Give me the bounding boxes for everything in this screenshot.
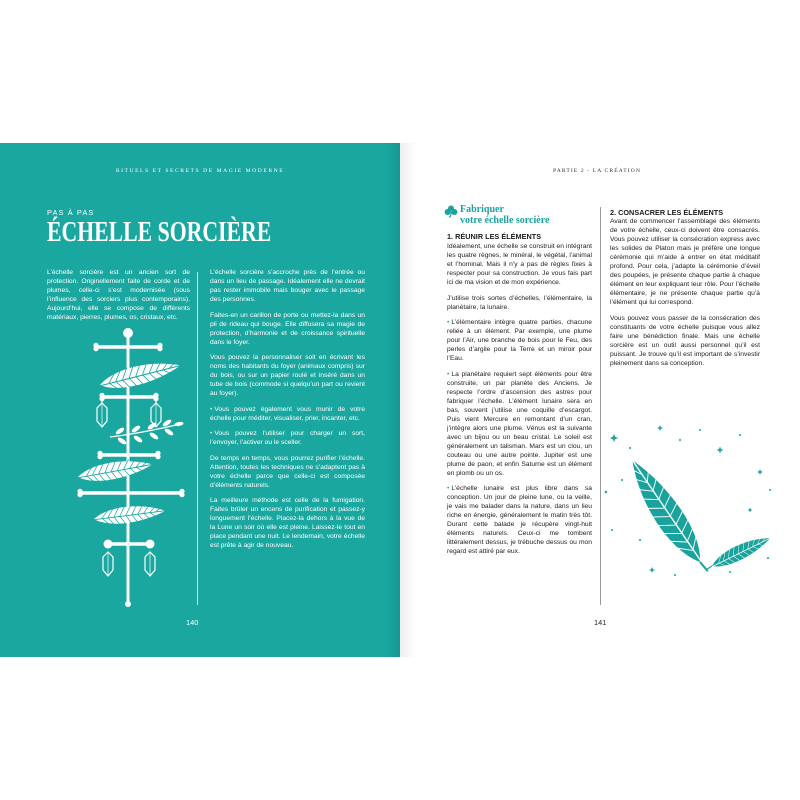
section-title-line: votre échelle sorcière [460,215,550,226]
page-number: 140 [186,618,199,627]
leaf-branch-icon [110,418,184,445]
step2-column [610,217,760,374]
feather-icon [702,531,774,576]
feather-icon [86,502,166,529]
body-paragraph: La meilleure méthode est celle de la fumigation. Faites brûler un encens de purification et passez-y longuement l’échelle. Placez-la dehors à la vue de la Lune un soir où elle est pleine. Laissez-le tout en place pendant une nuit. Le lendemain, votre échelle est prête à agir de nouveau. [210,497,365,549]
body-paragraph: J’utilise trois sortes d’échelles, l’élémentaire, la planétaire, la lunaire. [447,294,592,311]
fleuron-icon [444,205,458,218]
page-title: ÉCHELLE SORCIÈRE [47,216,272,248]
bullet-paragraph: • Vous pouvez également vous munir de votre échelle pour méditer, visualiser, prier, incanter, etc. [210,405,365,423]
running-head: PARTIE 2 - LA CRÉATION [553,168,641,174]
step-heading: 1. RÉUNIR LES ÉLÉMENTS [447,232,542,241]
crystal-icon [145,552,155,576]
crystal-icon [103,552,113,576]
bullet-paragraph: • L’élémentaire intègre quatre parties, chacune reliée à un élément. Par exemple, une plume pour l’Air, une branche de bois pour le Feu, des perles d’argile pour la Terre et un miroir pour l’Eau. [447,318,592,363]
page-number: 141 [594,618,607,627]
running-head: RITUELS ET SECRETS DE MAGIE MODERNE [115,168,285,174]
crystal-icon [97,400,107,427]
body-paragraph: Avant de commencer l’assemblage des éléments de votre échelle, ceux-ci doivent être consacrés. Vous pouvez utiliser la consécration express avec les solides de Platon mais je préfère une longue cérémonie qui m’aide à entrer en état méditatif profond. Pour cela, j’adapte la cérémonie d’éveil des poupées, je présente chaque partie à chaque élément en leur expliquant leur rôle. Pour l’échelle élémentaire, je ne présente chaque partie qu’à l’élément qui lui correspond. [610,218,760,306]
step-heading: 2. CONSACRER LES ÉLÉMENTS [610,208,724,217]
body-paragraph: L’échelle sorcière s’accroche près de l’entrée ou dans un lieu de passage. Idéalement elle ne devrait pas rester immobile mais bouger avec le passage des personnes. [210,269,365,303]
body-paragraph: Faites-en un carillon de porte ou mettez-la dans un pli de rideau qui bouge. Elle diffusera sa magie de protection, d’harmonie et de croissance spirituelle dans le foyer. [210,311,365,346]
feather-icon [89,355,183,396]
kicker: PAS À PAS [47,208,95,217]
bead-icon [125,601,131,607]
bullet-paragraph: • L’échelle lunaire est plus libre dans sa conception. Un jour de pleine lune, ou la veille, je vais me balader dans la nature, dans un lieu riche en énergie, généralement le matin très tôt. Durant cette balade je récupère vingt-huit éléments naturels. Ceux-ci me tombent littéralement dessus, je trébuche dessus ou mon regard est attiré par eux. [447,484,592,556]
body-column [210,268,365,557]
feather-icon [70,455,154,487]
step1-column [447,242,592,563]
feathers-illustration [600,420,780,580]
bone-icon [77,489,184,498]
feather-icon [619,450,719,580]
intro-column [47,268,190,329]
left-page [0,143,400,657]
bead-icon [123,328,133,338]
body-paragraph: Vous pouvez la personnaliser soit en écrivant les noms des habitants du foyer (animaux compris) sur du bois, ou sur un papier roulé et inséré dans un tube de bois (commode si quelqu’un part ou revient au foyer). [210,354,365,397]
section-title-line: Fabriquer [460,204,504,215]
witch-ladder-illustration [70,325,200,610]
section-title [460,204,549,226]
bullet-paragraph: • La planétaire requiert sept éléments pour être construite, un par planète des Anciens. Je respecte l’ordre d’ascension des astres pour fabriquer l’échelle. L’élément lunaire sera en bas, souvent j’utilise une coquille d’escargot. Puis vient Mercure en remontant d’un cran, j’intègre alors une plume. Vénus est la suivante avec un bijou ou un beau cristal. Le soleil est généralement un talisman. Mars est un clou, un couteau ou une autre pointe. Jupiter est une plume de paon, et enfin Saturne est un élément en plomb ou un os. [447,370,592,478]
body-paragraph: Idéalement, une échelle se construit en intégrant les quatre règnes, le minéral, le végétal, l’animal et l’hominal. Mais il n’y a pas de règles fixes à respecter pour sa construction. Je vous fais part ici de ma vision et de mon expérience. [447,243,592,286]
right-page [400,143,800,657]
body-paragraph: De temps en temps, vous pourrez purifier l’échelle. Attention, toutes les techniques ne s’adaptent pas à votre échelle parce que celle-ci est composée d’éléments naturels. [210,454,365,489]
intro-paragraph: L’échelle sorcière est un ancien sort de protection. Originellement faite de corde et de plumes, celle-ci s’est modernisée (sous l’influence des sorciers plus contemporains). Aujourd’hui, elle se compose de différents matériaux, pierres, plumes, os, cristaux, etc. [47,269,190,321]
crystal-icon [151,400,161,427]
body-paragraph: Vous pouvez vous passer de la consécration des constituants de votre échelle puisque vous allez faire une bénédiction finale. Mais une échelle sorcière est un outil aussi personnel qu’il est puissant. Je trouve qu’il est important de s’investir pleinement dans sa conception. [610,314,760,367]
bullet-paragraph: • Vous pouvez l’utiliser pour charger un sort, l’envoyer, l’activer ou le sceller. [210,429,365,447]
